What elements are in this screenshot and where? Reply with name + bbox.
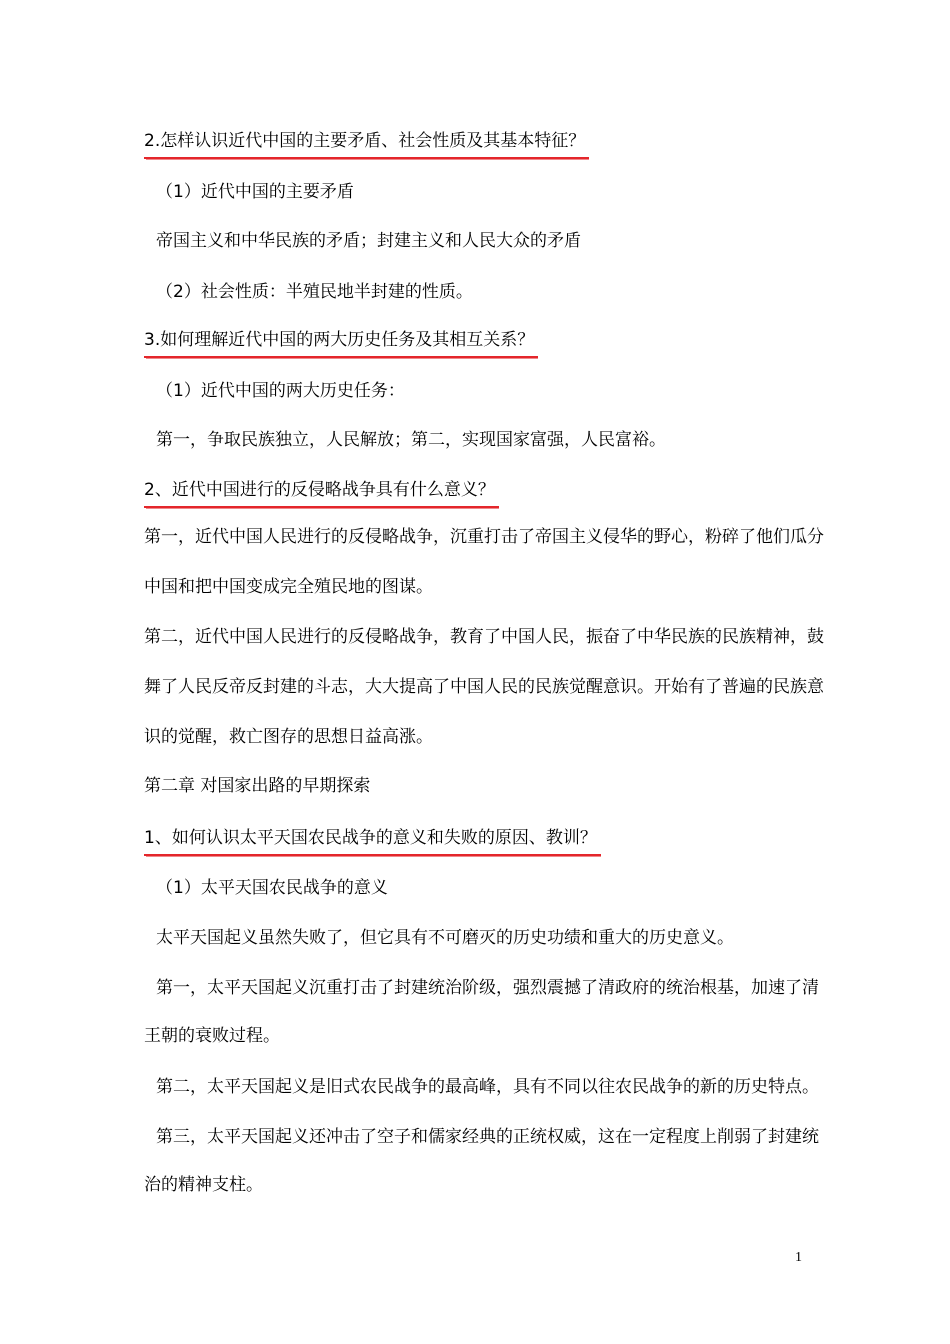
question-heading-3-text: 3.如何理解近代中国的两大历史任务及其相互关系？: [144, 330, 535, 350]
answer-two-tasks: 第一，争取民族独立，人民解放；第二，实现国家富强，人民富裕。: [156, 430, 666, 450]
page-number: 1: [795, 1250, 802, 1265]
question-heading-taiping: [144, 826, 814, 850]
red-underline: [144, 854, 601, 856]
paragraph-line: 舞了人民反帝反封建的斗志，大大提高了中国人民的民族觉醒意识。开始有了普遍的民族意: [144, 677, 824, 697]
paragraph-line: 治的精神支柱。: [144, 1175, 263, 1195]
paragraph-line: 中国和把中国变成完全殖民地的图谋。: [144, 577, 433, 597]
subheading-main-contradiction: （1）近代中国的主要矛盾: [156, 182, 354, 202]
subheading-taiping-significance: （1）太平天国农民战争的意义: [156, 878, 388, 898]
paragraph-line: 第一，近代中国人民进行的反侵略战争，沉重打击了帝国主义侵华的野心，粉碎了他们瓜分: [144, 527, 824, 547]
subheading-two-tasks: （1）近代中国的两大历史任务：: [156, 381, 405, 401]
question-heading-2: [144, 129, 814, 153]
subheading-social-nature: （2）社会性质：半殖民地半封建的性质。: [156, 282, 473, 302]
paragraph-line: 第二，太平天国起义是旧式农民战争的最高峰，具有不同以往农民战争的新的历史特点。: [156, 1077, 819, 1097]
paragraph-line: 太平天国起义虽然失败了，但它具有不可磨灭的历史功绩和重大的历史意义。: [156, 928, 734, 948]
paragraph-line: 王朝的衰败过程。: [144, 1026, 280, 1046]
paragraph-line: 第三，太平天国起义还冲击了空子和儒家经典的正统权威，这在一定程度上削弱了封建统: [156, 1127, 819, 1147]
question-heading-anti-aggression: [144, 478, 814, 502]
red-underline: [144, 506, 499, 508]
red-underline: [144, 356, 538, 358]
question-heading-anti-aggression-text: 2、近代中国进行的反侵略战争具有什么意义？: [144, 480, 495, 500]
paragraph-line: 识的觉醒，救亡图存的思想日益高涨。: [144, 727, 433, 747]
answer-main-contradiction: 帝国主义和中华民族的矛盾；封建主义和人民大众的矛盾: [156, 231, 581, 251]
paragraph-line: 第一，太平天国起义沉重打击了封建统治阶级，强烈震撼了清政府的统治根基，加速了清: [156, 978, 819, 998]
question-heading-2-text: 2.怎样认识近代中国的主要矛盾、社会性质及其基本特征？: [144, 131, 586, 151]
question-heading-taiping-text: 1、如何认识太平天国农民战争的意义和失败的原因、教训？: [144, 828, 597, 848]
question-heading-3: [144, 328, 814, 352]
red-underline: [144, 157, 589, 159]
chapter-title: 第二章 对国家出路的早期探索: [144, 776, 371, 796]
paragraph-line: 第二，近代中国人民进行的反侵略战争，教育了中国人民，振奋了中华民族的民族精神，鼓: [144, 627, 824, 647]
